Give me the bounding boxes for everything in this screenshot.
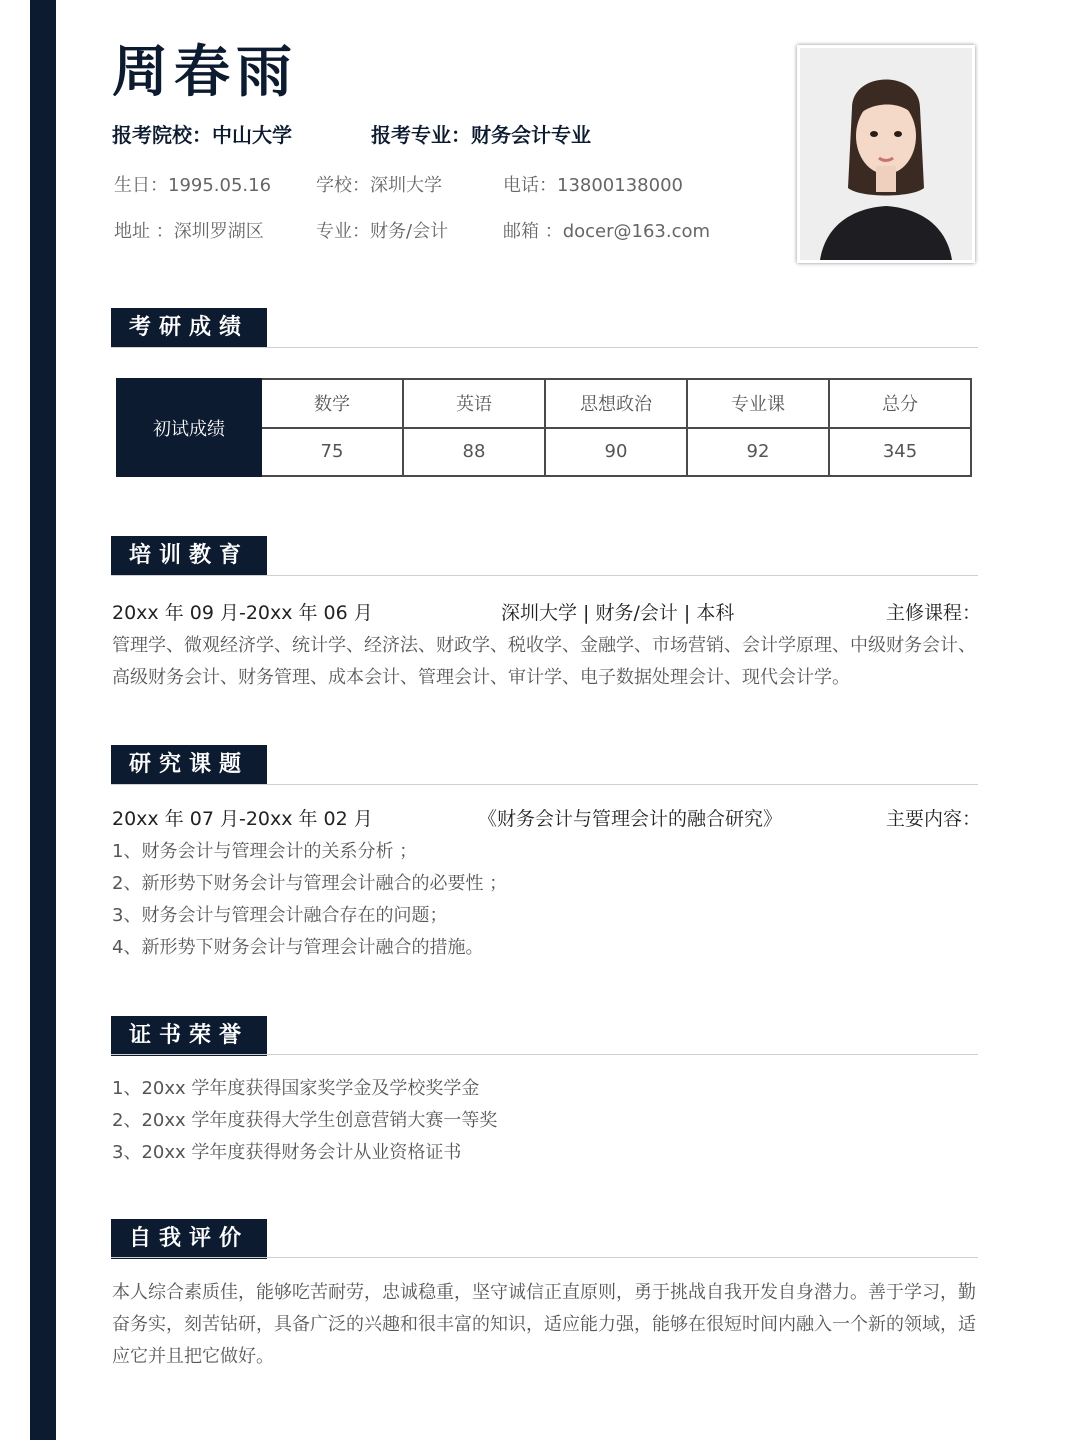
score-row-label: 初试成绩 xyxy=(117,379,261,476)
target-major: 报考专业：财务会计专业 xyxy=(371,123,591,147)
target-school: 报考院校：中山大学 xyxy=(112,123,292,147)
profile-photo xyxy=(797,45,975,263)
phone: 电话：13800138000 xyxy=(503,175,683,196)
research-item: 2、新形势下财务会计与管理会计融合的必要性 ； xyxy=(112,873,508,894)
education-period: 20xx 年 09 月-20xx 年 06 月 xyxy=(112,602,373,624)
section-divider xyxy=(111,347,978,348)
education-courses: 管理学、微观经济学、统计学、经济法、财政学、税收学、金融学、市场营销、会计学原理、中级财务会计、高级财务会计、财务管理、成本会计、管理会计、审计学、电子数据处理会计、现代会计学。 xyxy=(112,635,976,688)
research-period: 20xx 年 07 月-20xx 年 02 月 xyxy=(112,808,373,830)
education-school-info: 深圳大学 | 财务/会计 | 本科 xyxy=(501,602,735,624)
score-header: 专业课 xyxy=(687,379,829,428)
candidate-name: 周春雨 xyxy=(112,40,298,105)
section-title-scores: 考研成绩 xyxy=(111,308,267,348)
score-header: 思想政治 xyxy=(545,379,687,428)
score-value: 88 xyxy=(403,428,545,477)
section-divider xyxy=(111,1054,978,1055)
birthday: 生日：1995.05.16 xyxy=(114,175,272,196)
section-title-education: 培训教育 xyxy=(111,536,267,576)
address: 地址 ：深圳罗湖区 xyxy=(114,221,264,242)
portrait-icon xyxy=(800,48,972,260)
score-value: 345 xyxy=(829,428,971,477)
score-header: 数学 xyxy=(261,379,403,428)
education-courses-label: 主修课程： xyxy=(886,602,982,624)
honor-item: 1、20xx 学年度获得国家奖学金及学校奖学金 xyxy=(112,1078,480,1099)
self-eval-text: 本人综合素质佳，能够吃苦耐劳，忠诚稳重，坚守诚信正直原则，勇于挑战自我开发自身潜力。善于学习，勤奋务实，刻苦钻研，具备广泛的兴趣和很丰富的知识，适应能力强，能够在很短时间内融入一个新的领域，适应它并且把它做好。 xyxy=(112,1282,976,1367)
research-item: 1、财务会计与管理会计的关系分析 ； xyxy=(112,841,418,862)
section-divider xyxy=(111,1257,978,1258)
score-table xyxy=(116,378,972,477)
research-item: 3、财务会计与管理会计融合存在的问题； xyxy=(112,905,448,926)
score-value: 75 xyxy=(261,428,403,477)
section-title-self-eval: 自我评价 xyxy=(111,1219,267,1259)
score-value: 90 xyxy=(545,428,687,477)
email: 邮箱 ：docer@163.com xyxy=(503,221,711,242)
honor-item: 2、20xx 学年度获得大学生创意营销大赛一等奖 xyxy=(112,1110,498,1131)
section-divider xyxy=(111,575,978,576)
score-value: 92 xyxy=(687,428,829,477)
research-content-label: 主要内容： xyxy=(886,808,982,830)
score-header: 总分 xyxy=(829,379,971,428)
section-divider xyxy=(111,784,978,785)
section-title-research: 研究课题 xyxy=(111,745,267,785)
side-accent-bar xyxy=(30,0,56,1440)
research-title: 《财务会计与管理会计的融合研究》 xyxy=(478,808,783,830)
honor-item: 3、20xx 学年度获得财务会计从业资格证书 xyxy=(112,1142,462,1163)
section-title-honors: 证书荣誉 xyxy=(111,1016,267,1056)
school: 学校：深圳大学 xyxy=(316,175,442,196)
major: 专业：财务/会计 xyxy=(316,221,449,242)
research-item: 4、新形势下财务会计与管理会计融合的措施。 xyxy=(112,937,484,958)
score-header: 英语 xyxy=(403,379,545,428)
